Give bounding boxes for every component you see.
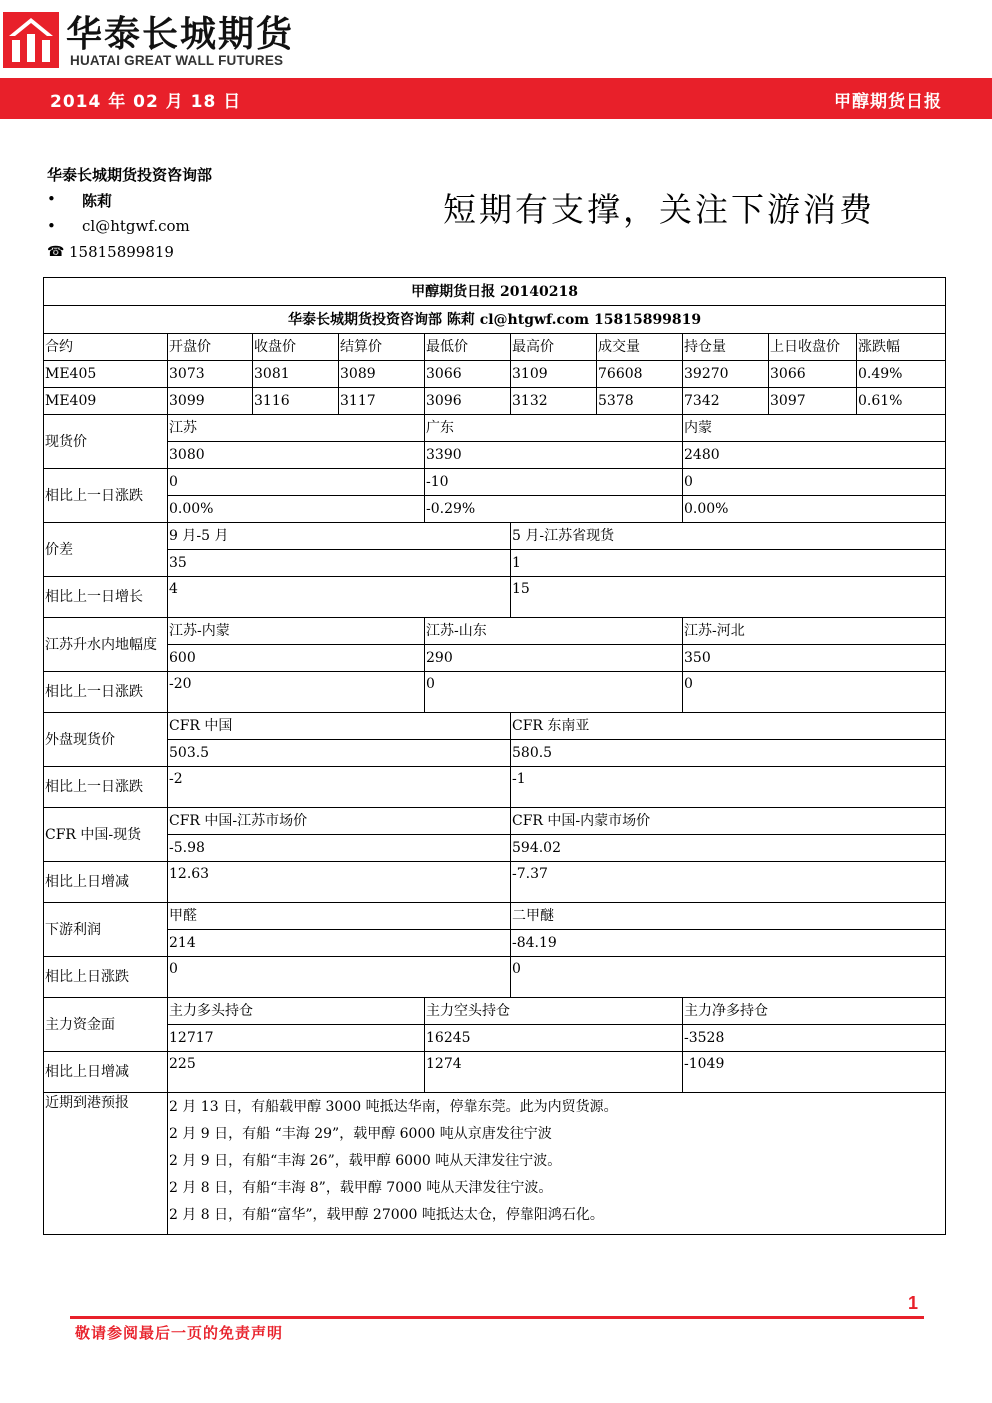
funds-value: 12717 <box>168 1025 425 1052</box>
spot-price: 3390 <box>425 442 683 469</box>
footer-divider <box>70 1316 924 1319</box>
change-pct-cell: 0.61% <box>857 388 946 415</box>
brand-name-cn: 华泰长城期货 <box>66 14 295 55</box>
row-label-downstream-change: 相比上日涨跌 <box>44 957 168 998</box>
col-header: 最高价 <box>511 334 597 361</box>
row-label-funds: 主力资金面 <box>44 998 168 1052</box>
spread-change: 4 <box>168 577 511 618</box>
row-label-cfr: 外盘现货价 <box>44 713 168 767</box>
row-label-premium: 江苏升水内地幅度 <box>44 618 168 672</box>
row-label-spot-change: 相比上一日涨跌 <box>44 469 168 523</box>
funds-value: 16245 <box>425 1025 683 1052</box>
close-cell: 3116 <box>253 388 339 415</box>
low-cell: 3096 <box>425 388 511 415</box>
funds-change: 225 <box>168 1052 425 1093</box>
premium-name: 江苏-内蒙 <box>168 618 425 645</box>
cfr-spot-name: CFR 中国-江苏市场价 <box>168 808 511 835</box>
contract-cell: ME409 <box>44 388 168 415</box>
open-interest-cell: 7342 <box>683 388 769 415</box>
col-header: 涨跌幅 <box>857 334 946 361</box>
col-header: 结算价 <box>339 334 425 361</box>
report-date: 2014 年 02 月 18 日 <box>50 92 242 112</box>
cfr-spot-value: -5.98 <box>168 835 511 862</box>
downstream-name: 二甲醚 <box>511 903 946 930</box>
col-header: 收盘价 <box>253 334 339 361</box>
prev-close-cell: 3097 <box>769 388 857 415</box>
spread-value: 1 <box>511 550 946 577</box>
row-label-cfr-spot: CFR 中国-现货 <box>44 808 168 862</box>
downstream-change: 0 <box>511 957 946 998</box>
cfr-name: CFR 中国 <box>168 713 511 740</box>
spot-change-abs: -10 <box>425 469 683 496</box>
col-header: 上日收盘价 <box>769 334 857 361</box>
brand-name-en: HUATAI GREAT WALL FUTURES <box>70 53 284 68</box>
header-banner <box>0 78 992 119</box>
funds-value: -3528 <box>683 1025 946 1052</box>
premium-value: 350 <box>683 645 946 672</box>
volume-cell: 76608 <box>597 361 683 388</box>
contract-cell: ME405 <box>44 361 168 388</box>
arrival-note: 2 月 9 日，有船“丰海 26”，载甲醇 6000 吨从天津发往宁波。 <box>169 1153 562 1169</box>
row-label-arrivals: 近期到港预报 <box>44 1093 168 1235</box>
settle-cell: 3117 <box>339 388 425 415</box>
analyst-name: 陈莉 <box>82 192 113 210</box>
company-logo-icon <box>3 12 59 68</box>
spot-change-abs: 0 <box>168 469 425 496</box>
spot-region: 广东 <box>425 415 683 442</box>
volume-cell: 5378 <box>597 388 683 415</box>
open-cell: 3099 <box>168 388 253 415</box>
premium-name: 江苏-河北 <box>683 618 946 645</box>
row-label-spread-change: 相比上一日增长 <box>44 577 168 618</box>
cfr-spot-change: 12.63 <box>168 862 511 903</box>
spread-name: 9 月-5 月 <box>168 523 511 550</box>
spread-change: 15 <box>511 577 946 618</box>
funds-change: 1274 <box>425 1052 683 1093</box>
funds-name: 主力净多持仓 <box>683 998 946 1025</box>
page-number: 1 <box>908 1293 919 1313</box>
col-header: 持仓量 <box>683 334 769 361</box>
funds-change: -1049 <box>683 1052 946 1093</box>
table-subtitle: 华泰长城期货投资咨询部 陈莉 cl@htgwf.com 15815899819 <box>44 306 946 334</box>
close-cell: 3081 <box>253 361 339 388</box>
downstream-name: 甲醛 <box>168 903 511 930</box>
col-header: 最低价 <box>425 334 511 361</box>
spot-price: 2480 <box>683 442 946 469</box>
open-interest-cell: 39270 <box>683 361 769 388</box>
row-label-funds-change: 相比上日增减 <box>44 1052 168 1093</box>
cfr-change: -1 <box>511 767 946 808</box>
table-row <box>44 361 946 388</box>
cfr-spot-value: 594.02 <box>511 835 946 862</box>
phone-icon: ☎ <box>47 244 65 260</box>
spread-value: 35 <box>168 550 511 577</box>
arrivals-notes <box>168 1093 946 1235</box>
cfr-value: 580.5 <box>511 740 946 767</box>
high-cell: 3132 <box>511 388 597 415</box>
methanol-data-table <box>43 277 946 1235</box>
downstream-value: 214 <box>168 930 511 957</box>
premium-change: 0 <box>425 672 683 713</box>
downstream-value: -84.19 <box>511 930 946 957</box>
premium-value: 290 <box>425 645 683 672</box>
cfr-name: CFR 东南亚 <box>511 713 946 740</box>
row-label-downstream: 下游利润 <box>44 903 168 957</box>
analyst-phone: 15815899819 <box>69 243 174 261</box>
report-type: 甲醇期货日报 <box>834 92 942 112</box>
cfr-change: -2 <box>168 767 511 808</box>
premium-value: 600 <box>168 645 425 672</box>
spread-name: 5 月-江苏省现货 <box>511 523 946 550</box>
spot-region: 江苏 <box>168 415 425 442</box>
arrival-note: 2 月 13 日，有船载甲醇 3000 吨抵达华南，停靠东莞。此为内贸货源。 <box>169 1099 618 1115</box>
settle-cell: 3089 <box>339 361 425 388</box>
disclaimer-link[interactable]: 敬请参阅最后一页的免责声明 <box>75 1324 284 1342</box>
spot-price: 3080 <box>168 442 425 469</box>
row-label-premium-change: 相比上一日涨跌 <box>44 672 168 713</box>
spot-change-pct: 0.00% <box>683 496 946 523</box>
bullet-icon: • <box>47 190 56 208</box>
spot-change-pct: -0.29% <box>425 496 683 523</box>
arrival-note: 2 月 8 日，有船“丰海 8”，载甲醇 7000 吨从天津发往宁波。 <box>169 1180 553 1196</box>
funds-name: 主力空头持仓 <box>425 998 683 1025</box>
row-label-cfr-spot-change: 相比上日增减 <box>44 862 168 903</box>
cfr-value: 503.5 <box>168 740 511 767</box>
change-pct-cell: 0.49% <box>857 361 946 388</box>
spot-change-abs: 0 <box>683 469 946 496</box>
arrival-note: 2 月 8 日，有船“富华”，载甲醇 27000 吨抵达太仓，停靠阳鸿石化。 <box>169 1207 604 1223</box>
cfr-spot-change: -7.37 <box>511 862 946 903</box>
downstream-change: 0 <box>168 957 511 998</box>
futures-header-row <box>44 334 946 361</box>
arrival-note: 2 月 9 日，有船 “丰海 29”，载甲醇 6000 吨从京唐发往宁波 <box>169 1126 552 1142</box>
premium-change: -20 <box>168 672 425 713</box>
prev-close-cell: 3066 <box>769 361 857 388</box>
department-name: 华泰长城期货投资咨询部 <box>47 166 213 184</box>
bullet-icon: • <box>47 217 56 235</box>
cfr-spot-name: CFR 中国-内蒙市场价 <box>511 808 946 835</box>
row-label-cfr-change: 相比上一日涨跌 <box>44 767 168 808</box>
row-label-spread: 价差 <box>44 523 168 577</box>
premium-name: 江苏-山东 <box>425 618 683 645</box>
col-header: 成交量 <box>597 334 683 361</box>
spot-change-pct: 0.00% <box>168 496 425 523</box>
col-header: 开盘价 <box>168 334 253 361</box>
high-cell: 3109 <box>511 361 597 388</box>
row-label-spot: 现货价 <box>44 415 168 469</box>
table-title: 甲醇期货日报 20140218 <box>44 278 946 306</box>
funds-name: 主力多头持仓 <box>168 998 425 1025</box>
analyst-email[interactable]: cl@htgwf.com <box>82 217 190 235</box>
open-cell: 3073 <box>168 361 253 388</box>
col-header: 合约 <box>44 334 168 361</box>
table-row <box>44 388 946 415</box>
premium-change: 0 <box>683 672 946 713</box>
spot-region: 内蒙 <box>683 415 946 442</box>
report-headline: 短期有支撑，关注下游消费 <box>443 190 875 229</box>
low-cell: 3066 <box>425 361 511 388</box>
